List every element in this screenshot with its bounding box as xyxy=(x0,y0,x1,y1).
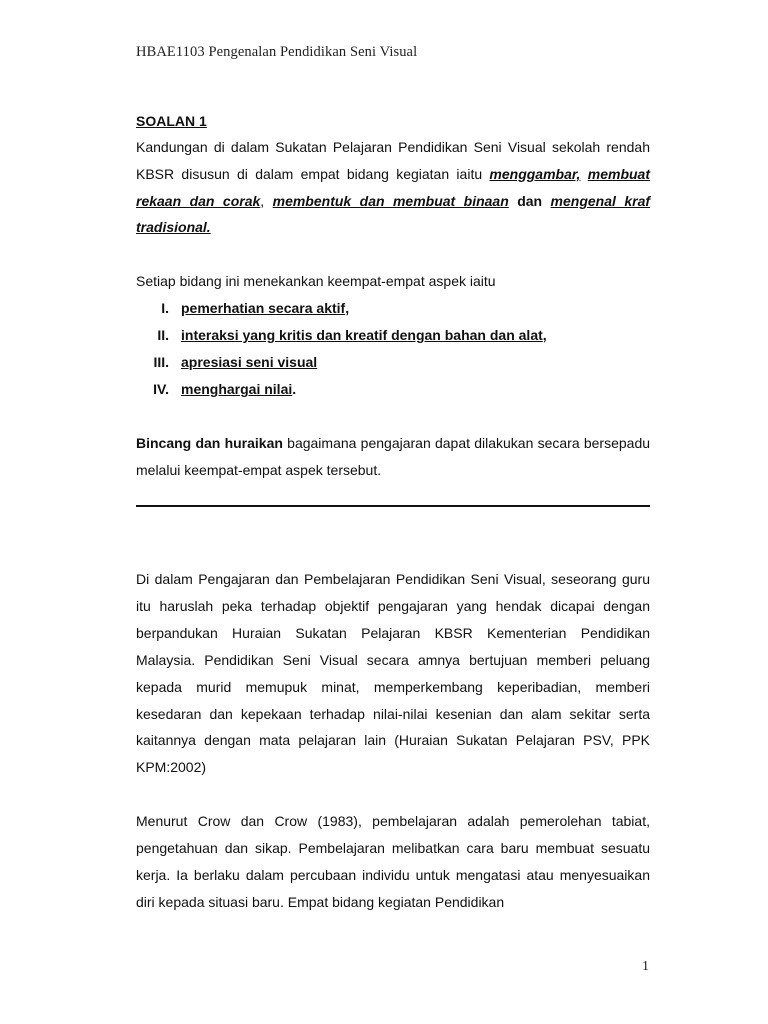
answer-paragraph: Menurut Crow dan Crow (1983), pembelajaran adalah pemerolehan tabiat, pengetahuan dan sikap. Pembelajaran melibatkan cara baru membuat sesuatu kerja. Ia berlaku dalam percubaan individu untuk mengatasi atau menyesuaikan diri kepada situasi baru. Empat bidang kegiatan Pendidikan xyxy=(136,813,650,910)
question-section xyxy=(136,108,650,484)
page-number: 1 xyxy=(642,959,649,974)
intro-sep-2: dan xyxy=(508,192,551,209)
aspects-intro: Setiap bidang ini menekankan keempat-empat aspek iaitu xyxy=(136,273,496,290)
aspects-list xyxy=(136,295,650,403)
instruction-bold: Bincang dan huraikan xyxy=(136,434,283,451)
aspect-text: apresiasi seni visual xyxy=(181,353,318,370)
intro-text: Kandungan di dalam Sukatan Pelajaran Pendidikan Seni Visual sekolah rendah KBSR disusun di dalam empat bidang kegiatan iaitu xyxy=(136,139,650,182)
intro-sep-1: , xyxy=(260,192,273,209)
activity-membentuk-binaan: membentuk dan membuat binaan xyxy=(272,192,509,209)
activity-kraf-tradisional: mengenal kraf tradisional. xyxy=(136,192,651,236)
activity-menggambar: menggambar, xyxy=(489,165,581,182)
aspect-number: IV. xyxy=(153,380,169,397)
answer-section xyxy=(136,566,650,916)
question-intro xyxy=(136,134,650,241)
question-title: SOALAN 1 xyxy=(136,113,207,129)
page-header: HBAE1103 Pengenalan Pendidikan Seni Visual xyxy=(136,44,418,60)
aspect-number: I. xyxy=(161,299,169,316)
aspect-item xyxy=(136,322,650,349)
aspect-trail: , xyxy=(542,326,547,343)
instruction-rest: bagaimana pengajaran dapat dilakukan secara bersepadu melalui keempat-empat aspek tersebut. xyxy=(136,434,651,478)
aspect-text: menghargai nilai xyxy=(181,380,293,397)
aspect-number: II. xyxy=(157,326,169,343)
activity-rekaan-corak: membuat rekaan dan corak xyxy=(136,165,650,209)
aspect-trail: . xyxy=(292,380,297,397)
aspect-number: III. xyxy=(153,353,169,370)
answer-paragraph: Di dalam Pengajaran dan Pembelajaran Pendidikan Seni Visual, seseorang guru itu haruslah peka terhadap objektif pengajaran yang hendak dicapai dengan berpandukan Huraian Sukatan Pelajaran KBSR Kementerian Pendidikan Malaysia. Pendidikan Seni Visual secara amnya bertujuan memberi peluang kepada murid memupuk minat, memperkembang keperibadian, memberi kesedaran dan kepekaan terhadap nilai-nilai kesenian dan alam sekitar serta kaitannya dengan mata pelajaran lain (Huraian Sukatan Pelajaran PSV, PPK KPM:2002) xyxy=(136,571,650,776)
aspect-item xyxy=(136,376,650,403)
question-instruction xyxy=(136,430,650,484)
aspect-trail: , xyxy=(345,299,350,316)
aspect-item xyxy=(136,349,650,376)
section-divider xyxy=(136,505,650,507)
aspect-text: pemerhatian secara aktif xyxy=(181,299,346,316)
aspect-item xyxy=(136,295,650,322)
aspect-text: interaksi yang kritis dan kreatif dengan bahan dan alat xyxy=(181,326,543,343)
